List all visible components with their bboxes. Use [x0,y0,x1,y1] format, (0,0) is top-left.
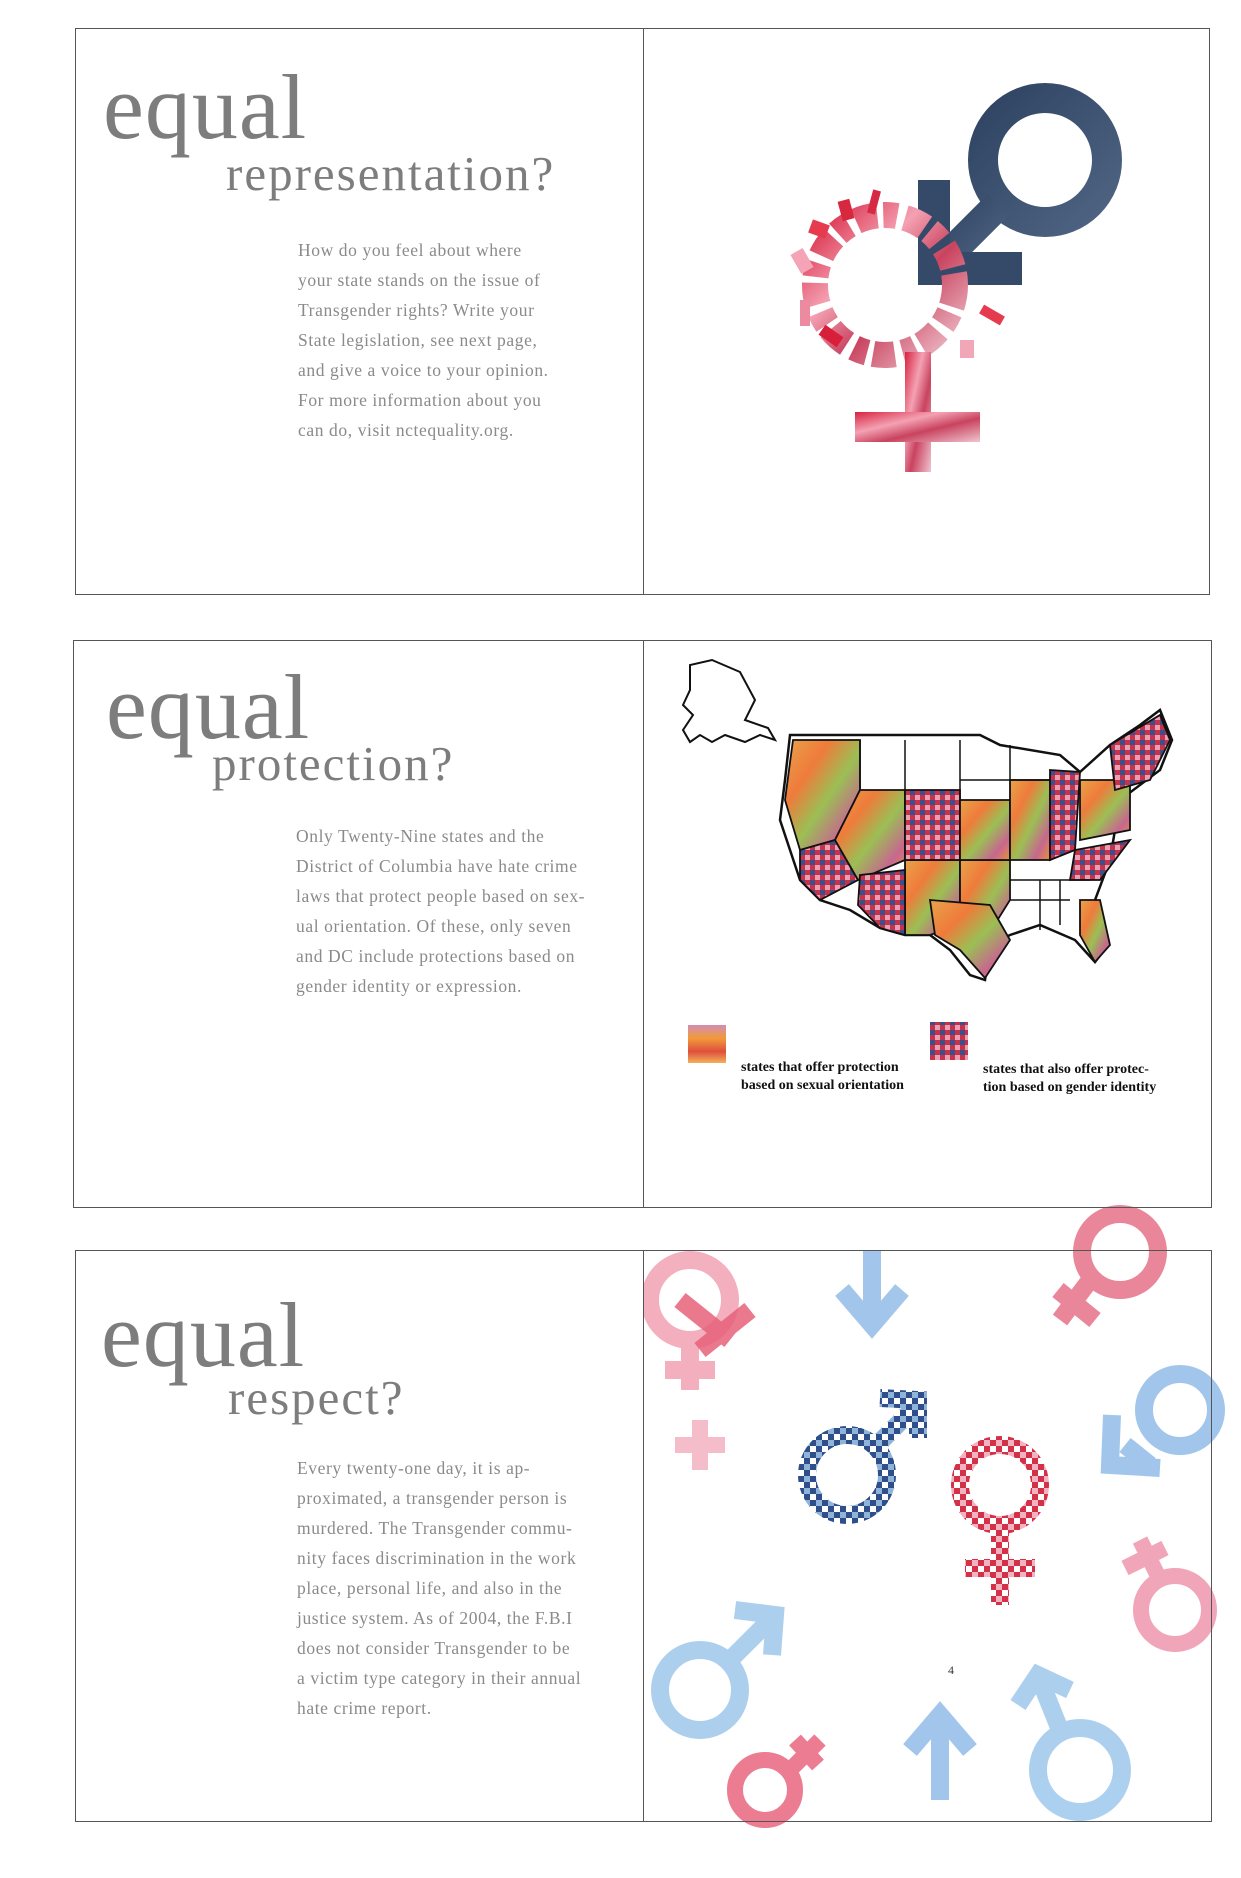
section-3-title-sub: respect? [228,1370,405,1425]
section-1-title-word: equal [103,56,308,158]
section-2-title-sub: protection? [212,736,455,791]
section-1-right-panel [643,28,1210,595]
section-3-body: Every twenty-one day, it is ap- proximated, a transgender person is murdered. The Transgender commu- nity faces discrimination in the work place, personal life, and also in the justice system. As of 2004, the F.B.I does not consider Transgender to be a victim type category in their annual hate crime report. [297,1458,582,1718]
section-3-right-panel [643,1250,1212,1822]
section-2-right-panel [643,640,1212,1208]
section-2-left-panel [73,640,644,1208]
section-1-left-panel [75,28,644,595]
section-1-body: How do you feel about where your state stands on the issue of Transgender rights? Write your State legislation, see next page, and give a voice to your opinion. For more information about you can do, visit nctequality.org. [298,240,549,440]
legend-sexual-orientation: states that offer protection based on sexual orientation [741,1060,904,1093]
section-2-body: Only Twenty-Nine states and the District of Columbia have hate crime laws that protect people based on sex- ual orientation. Of these, only seven and DC include protections based on gender identity or expression. [296,826,586,996]
legend-gender-identity: states that also offer protec- tion based on gender identity [983,1062,1157,1095]
section-3-left-panel [75,1250,644,1822]
section-2-title-word: equal [106,656,311,758]
page-number: 4 [948,1663,954,1677]
section-3-title-word: equal [101,1284,306,1386]
section-1-title-sub: representation? [226,146,556,201]
